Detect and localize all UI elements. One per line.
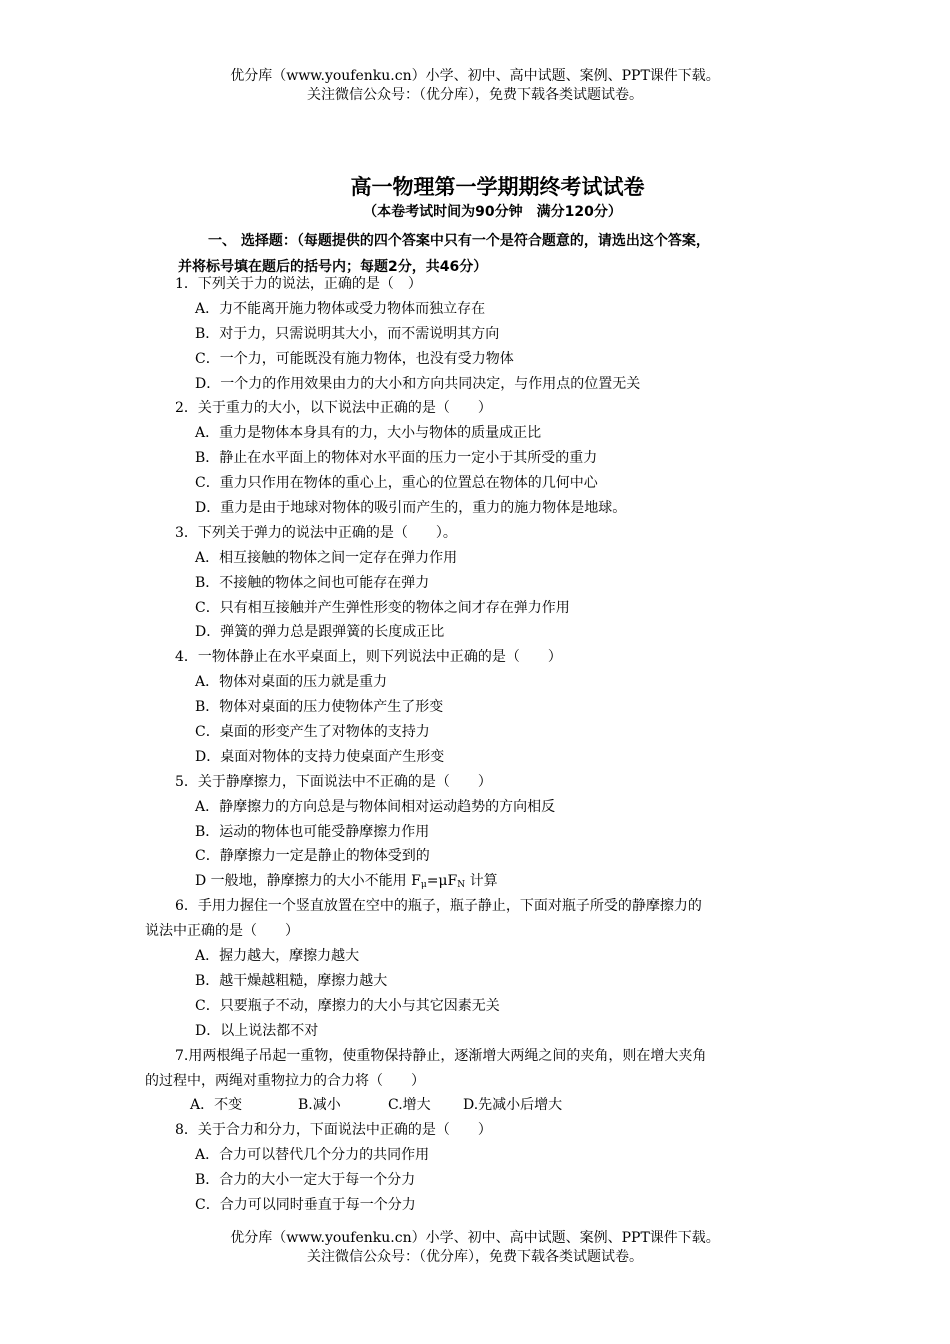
exam-subtitle: （本卷考试时间为90分钟 满分120分）: [363, 204, 622, 220]
question-2-stem: 2．关于重力的大小，以下说法中正确的是（ ）: [175, 400, 492, 417]
question-5-option-c: C．静摩擦力一定是静止的物体受到的: [195, 848, 430, 865]
page-footer: [0, 1229, 950, 1267]
question-6-option-c: C．只要瓶子不动，摩擦力的大小与其它因素无关: [195, 997, 500, 1014]
question-6-stem-line-2: 说法中正确的是（ ）: [145, 923, 299, 940]
question-4-stem: 4．一物体静止在水平桌面上，则下列说法中正确的是（ ）: [175, 649, 562, 666]
question-4-option-d: D．桌面对物体的支持力使桌面产生形变: [195, 748, 445, 765]
question-3-stem: 3．下列关于弹力的说法中正确的是（ ）。: [175, 524, 457, 541]
question-3-option-b: B．不接触的物体之间也可能存在弹力: [195, 574, 430, 591]
option-d-text-mid: =μF: [426, 873, 458, 890]
header-line-1: 优分库（www.youfenku.cn）小学、初中、高中试题、案例、PPT课件下载。: [230, 68, 720, 84]
question-1-stem: 1．下列关于力的说法，正确的是（ ）: [175, 276, 422, 292]
question-6-option-b: B．越干燥越粗糙，摩擦力越大: [195, 972, 388, 989]
question-7-stem-line-1: 7.用两根绳子吊起一重物，使重物保持静止，逐渐增大两绳之间的夹角，则在增大夹角: [175, 1047, 707, 1064]
option-d-subscript-n: N: [457, 880, 466, 891]
option-d-text-post: 计算: [465, 873, 498, 890]
question-7-stem-line-2: 的过程中，两绳对重物拉力的合力将（ ）: [145, 1072, 425, 1089]
question-2-option-d: D．重力是由于地球对物体的吸引而产生的，重力的施力物体是地球。: [195, 500, 627, 517]
question-list: [145, 272, 825, 1218]
question-8-option-c: C．合力可以同时垂直于每一个分力: [195, 1196, 416, 1213]
question-5-option-a: A．静摩擦力的方向总是与物体间相对运动趋势的方向相反: [195, 798, 556, 815]
exam-title: 高一物理第一学期期终考试试卷: [350, 175, 645, 199]
option-d-subscript-mu: μ: [420, 880, 427, 891]
question-5-stem: 5．关于静摩擦力，下面说法中不正确的是（ ）: [175, 773, 492, 790]
question-6-option-a: A．握力越大，摩擦力越大: [195, 948, 360, 965]
option-d-text-pre: D 一般地，静摩擦力的大小不能用 F: [195, 873, 421, 890]
question-7-option-a: A．不变: [190, 1097, 243, 1114]
question-4-option-c: C．桌面的形变产生了对物体的支持力: [195, 724, 430, 741]
question-7-option-c: C.增大: [388, 1097, 431, 1114]
question-6-stem-line-1: 6．手用力握住一个竖直放置在空中的瓶子，瓶子静止，下面对瓶子所受的静摩擦力的: [175, 898, 702, 915]
footer-line-1: 优分库（www.youfenku.cn）小学、初中、高中试题、案例、PPT课件下载。: [230, 1230, 720, 1246]
question-7-option-d: D.先减小后增大: [463, 1097, 563, 1114]
page-header: [0, 67, 950, 105]
header-line-2: 关注微信公众号：（优分库），免费下载各类试题试卷。: [307, 87, 643, 103]
question-4-option-b: B．物体对桌面的压力使物体产生了形变: [195, 699, 444, 716]
question-3-option-d: D．弹簧的弹力总是跟弹簧的长度成正比: [195, 624, 445, 641]
question-1-option-b: B．对于力，只需说明其大小，而不需说明其方向: [195, 325, 500, 342]
question-7-option-b: B.减小: [298, 1097, 341, 1114]
question-2-option-c: C．重力只作用在物体的重心上，重心的位置总在物体的几何中心: [195, 475, 598, 492]
question-1-option-c: C．一个力，可能既没有施力物体，也没有受力物体: [195, 350, 514, 367]
question-4-option-a: A．物体对桌面的压力就是重力: [195, 674, 388, 691]
question-2-option-b: B．静止在水平面上的物体对水平面的压力一定小于其所受的重力: [195, 450, 598, 467]
footer-line-2: 关注微信公众号：（优分库），免费下载各类试题试卷。: [307, 1249, 643, 1265]
question-1-option-a: A．力不能离开施力物体或受力物体而独立存在: [195, 300, 486, 317]
question-6-option-d: D．以上说法都不对: [195, 1022, 319, 1039]
question-2-option-a: A．重力是物体本身具有的力，大小与物体的质量成正比: [195, 425, 542, 442]
section-heading-line-2: 并将标号填在题后的括号内；每题2分，共46分）: [178, 259, 488, 275]
question-1-option-d: D．一个力的作用效果由力的大小和方向共同决定，与作用点的位置无关: [195, 375, 641, 392]
question-8-option-b: B．合力的大小一定大于每一个分力: [195, 1172, 416, 1189]
section-heading-line-1: 一、 选择题：（每题提供的四个答案中只有一个是符合题意的，请选出这个答案，: [208, 233, 710, 249]
question-5-option-b: B．运动的物体也可能受静摩擦力作用: [195, 823, 430, 840]
question-7-options: [145, 1093, 825, 1118]
question-3-option-a: A．相互接触的物体之间一定存在弹力作用: [195, 549, 458, 566]
question-8-option-a: A．合力可以替代几个分力的共同作用: [195, 1147, 430, 1164]
question-3-option-c: C．只有相互接触并产生弹性形变的物体之间才存在弹力作用: [195, 599, 570, 616]
question-5-option-d: [145, 869, 825, 894]
question-8-stem: 8．关于合力和分力，下面说法中正确的是（ ）: [175, 1122, 492, 1139]
